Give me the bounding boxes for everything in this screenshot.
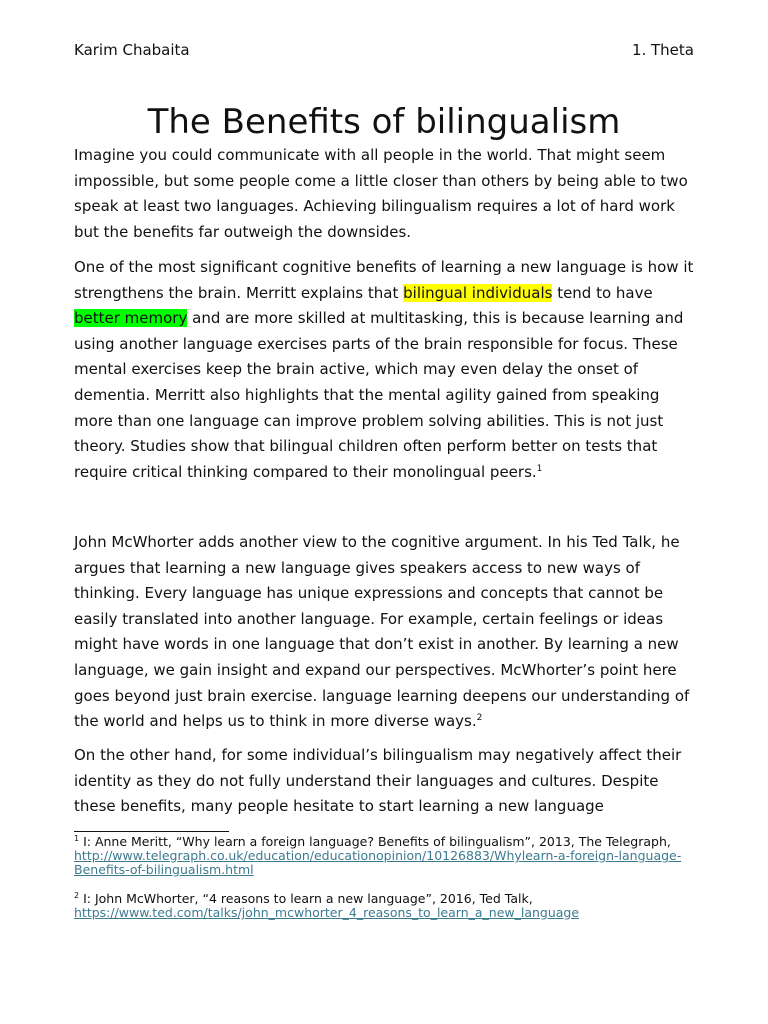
footnote-2-text: I: John McWhorter, “4 reasons to learn a new language”, 2016, Ted Talk,	[79, 891, 533, 906]
footnote-2-link[interactable]: https://www.ted.com/talks/john_mcwhorter_4_reasons_to_learn_a_new_language	[74, 905, 580, 920]
highlight-better-memory: better memory	[74, 309, 188, 328]
footnote-1-link[interactable]: http://www.telegraph.co.uk/education/educationopinion/10126883/Whylearn-a-foreign-language-Benefits-of-bilingualism.html	[74, 848, 682, 877]
highlight-bilingual-individuals: bilingual individuals	[403, 283, 553, 302]
paragraph-4: On the other hand, for some individual’s bilingualism may negatively affect their identity as they do not fully understand their languages and cultures. Despite these benefits, many people hesitate to start learning a new language	[74, 746, 682, 816]
paragraph-2-text-a: One of the most significant cognitive benefits of learning a new language is how it strengthens the brain. Merritt explains that	[74, 258, 694, 302]
paragraph-3	[74, 530, 696, 735]
author-name: Karim Chabaita	[74, 41, 190, 59]
document-title: The Benefits of bilingualism	[147, 102, 621, 142]
footnote-separator	[74, 831, 229, 832]
paragraph-1: Imagine you could communicate with all people in the world. That might seem impossible, but some people come a little closer than others by being able to two speak at least two languages. Achieving bilingualism requires a lot of hard work but the benefits far outweigh the downsides.	[74, 146, 688, 241]
footnote-2-mark: 2	[74, 890, 80, 900]
class-label: 1. Theta	[631, 41, 694, 59]
footnote-ref-2[interactable]: 2	[476, 713, 483, 724]
paragraph-2	[74, 255, 696, 485]
paragraph-2-text-c: and are more skilled at multitasking, this is because learning and using another language exercises parts of the brain responsible for focus. These mental exercises keep the brain active, which may even delay the onset of dementia. Merritt also highlights that the mental agility gained from speaking more than one language can improve problem solving abilities. This is not just theory. Studies show that bilingual children often perform better on tests that require critical thinking compared to their monolingual peers.	[74, 309, 684, 481]
footnote-2	[74, 892, 696, 920]
footnote-ref-1[interactable]: 1	[536, 463, 543, 474]
paragraph-2-text-b: tend to have	[552, 283, 653, 302]
footnote-1-mark: 1	[74, 833, 80, 843]
paragraph-3-text: John McWhorter adds another view to the cognitive argument. In his Ted Talk, he argues that learning a new language gives speakers access to new ways of thinking. Every language has unique expressions and concepts that cannot be easily translated into another language. For example, certain feelings or ideas might have words in one language that don’t exist in another. By learning a new language, we gain insight and expand our perspectives. McWhorter’s point here goes beyond just brain exercise. language learning deepens our understanding of the world and helps us to think in more diverse ways.	[74, 533, 690, 731]
footnote-1	[74, 835, 696, 877]
page-header	[74, 41, 694, 61]
footnote-1-text: I: Anne Meritt, “Why learn a foreign language? Benefits of bilingualism”, 2013, The Telegraph,	[79, 834, 671, 849]
